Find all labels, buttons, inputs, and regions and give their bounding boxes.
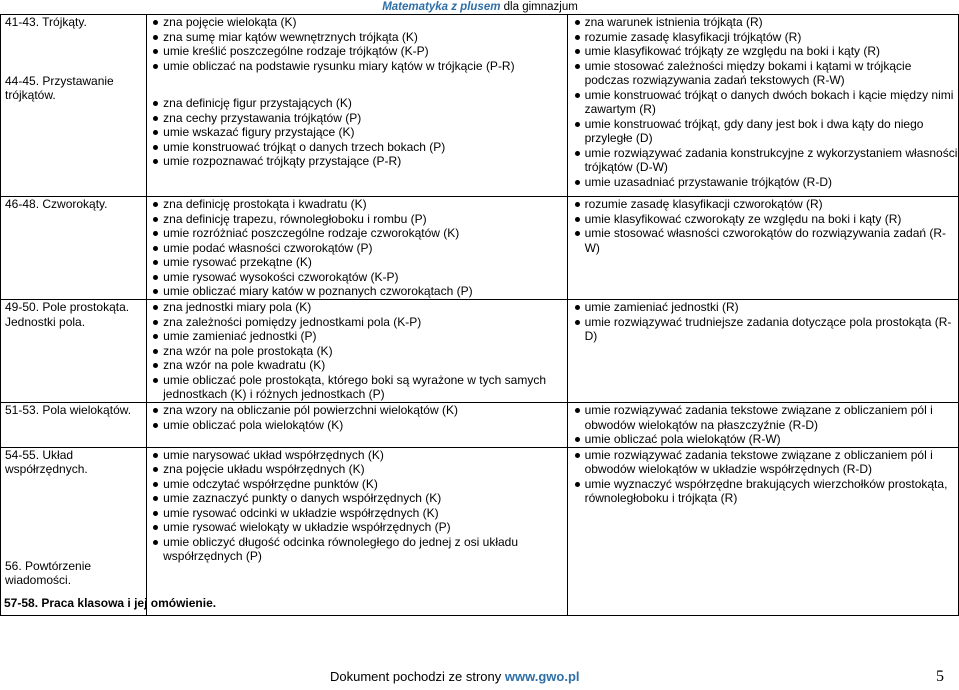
list-item: zna jednostki miary pola (K) [148,300,566,315]
list-item: umie obliczać pola wielokątów (R-W) [570,432,958,447]
list-item: umie rysować wysokości czworokątów (K-P) [148,270,566,285]
basic-requirements-cell [147,447,567,615]
list-item: rozumie zasadę klasyfikacji trójkątów (R) [570,30,958,45]
topic-label: 54-55. Układ współrzędnych. [5,447,88,476]
page-header [380,1,580,14]
list-item: umie rozpoznawać trójkąty przystające (P-R) [148,154,566,169]
table-row [1,300,959,403]
list-item: umie zamieniać jednostki (R) [570,300,958,315]
topic-label: 51-53. Pola wielokątów. [5,403,132,417]
list-item: zna sumę miar kątów wewnętrznych trójkąta (K) [148,30,566,45]
list-item: umie wskazać figury przystające (K) [148,125,566,140]
list-item: umie klasyfikować trójkąty ze względu na boki i kąty (R) [570,44,958,59]
list-item: zna pojęcie wielokąta (K) [148,15,566,30]
topic-cell [1,300,147,403]
list-item: umie rozwiązywać zadania tekstowe związane z obliczaniem pól i obwodów wielokątów na płaszczyźnie (R-D) [570,403,958,432]
header-suffix: dla gimnazjum [500,1,578,13]
advanced-requirements-cell [567,197,958,300]
basic-requirements-cell [147,403,567,448]
advanced-requirements-cell [567,447,958,615]
advanced-requirements-cell [567,300,958,403]
list-item: umie kreślić poszczególne rodzaje trójkątów (K-P) [148,44,566,59]
final-lesson-label: 57-58. Praca klasowa i jej omówienie. [4,596,217,610]
list-item: zna pojęcie układu współrzędnych (K) [148,462,566,477]
page-number: 5 [936,668,944,685]
list-item: umie rysować wielokąty w układzie współrzędnych (P) [148,520,566,535]
list-item: umie obliczać miary katów w poznanych czworokątach (P) [148,284,566,299]
topic-cell [1,447,147,615]
list-item: zna definicję figur przystających (K) [148,96,566,111]
footer-prefix: Dokument pochodzi ze strony [330,669,505,684]
list-item: zna wzór na pole prostokąta (K) [148,344,566,359]
list-item: umie rysować odcinki w układzie współrzędnych (K) [148,506,566,521]
list-item: umie klasyfikować czworokąty ze względu na boki i kąty (R) [570,212,958,227]
topic-cell [1,197,147,300]
list-item: umie obliczać pola wielokątów (K) [148,418,566,433]
list-item: umie rysować przekątne (K) [148,255,566,270]
list-item: umie rozwiązywać zadania konstrukcyjne z wykorzystaniem własności trójkątów (D-W) [570,146,958,175]
list-item: rozumie zasadę klasyfikacji czworokątów (R) [570,197,958,212]
page-footer [330,669,580,684]
list-item: umie konstruować trójkąt o danych dwóch bokach i kącie między nimi zawartym (R) [570,88,958,117]
list-item: umie zamieniać jednostki (P) [148,329,566,344]
list-item: zna cechy przystawania trójkątów (P) [148,111,566,126]
list-item: umie stosować zależności między bokami i kątami w trójkącie podczas rozwiązywania zadań tekstowych (R-W) [570,59,958,88]
advanced-requirements-cell [567,15,958,197]
header-brand: Matematyka z plusem [382,1,501,13]
topic-cell [1,403,147,448]
topic-label: 46-48. Czworokąty. [5,197,108,211]
list-item: zna wzory na obliczanie pól powierzchni wielokątów (K) [148,403,566,418]
list-item: umie narysować układ współrzędnych (K) [148,448,566,463]
list-item: umie konstruować trójkąt o danych trzech bokach (P) [148,140,566,155]
list-item: umie wyznaczyć współrzędne brakujących wierzchołków prostokąta, równoległoboku i trójkąta (R) [570,477,958,506]
list-item: umie uzasadniać przystawanie trójkątów (R-D) [570,175,958,190]
topic-label: 49-50. Pole prostokąta. Jednostki pola. [5,300,130,329]
list-item: umie obliczać pole prostokąta, którego boki są wyrażone w tych samych jednostkach (K) i różnych jednostkach (P) [148,373,566,402]
list-item: zna zależności pomiędzy jednostkami pola (K-P) [148,315,566,330]
table-row [1,447,959,615]
table-row [1,15,959,197]
basic-requirements-cell [147,197,567,300]
list-item: umie konstruować trójkąt, gdy dany jest bok i dwa kąty do niego przyległe (D) [570,117,958,146]
list-item: umie obliczać na podstawie rysunku miary kątów w trójkącie (P-R) [148,59,566,74]
list-item: zna warunek istnienia trójkąta (R) [570,15,958,30]
list-item: umie obliczyć długość odcinka równoległego do jednej z osi układu współrzędnych (P) [148,535,566,564]
list-item: umie zaznaczyć punkty o danych współrzędnych (K) [148,491,566,506]
list-item: umie rozróżniać poszczególne rodzaje czworokątów (K) [148,226,566,241]
topic-label: 44-45. Przystawanie trójkątów. [5,73,114,102]
list-item: umie stosować własności czworokątów do rozwiązywania zadań (R-W) [570,226,958,255]
topic-label: 56. Powtórzenie wiadomości. [5,558,92,587]
curriculum-table [0,14,959,616]
list-item: umie rozwiązywać zadania tekstowe związane z obliczaniem pól i obwodów wielokątów w układzie współrzędnych (R-D) [570,448,958,477]
basic-requirements-cell [147,15,567,197]
advanced-requirements-cell [567,403,958,448]
footer-link[interactable]: www.gwo.pl [504,669,580,684]
topic-cell [1,15,147,197]
list-item: zna definicję trapezu, równoległoboku i rombu (P) [148,212,566,227]
table-row [1,403,959,448]
topic-label: 41-43. Trójkąty. [5,15,87,29]
list-item: umie odczytać współrzędne punktów (K) [148,477,566,492]
list-item: umie rozwiązywać trudniejsze zadania dotyczące pola prostokąta (R-D) [570,315,958,344]
table-row [1,197,959,300]
list-item: umie podać własności czworokątów (P) [148,241,566,256]
basic-requirements-cell [147,300,567,403]
list-item: zna wzór na pole kwadratu (K) [148,358,566,373]
list-item: zna definicję prostokąta i kwadratu (K) [148,197,566,212]
